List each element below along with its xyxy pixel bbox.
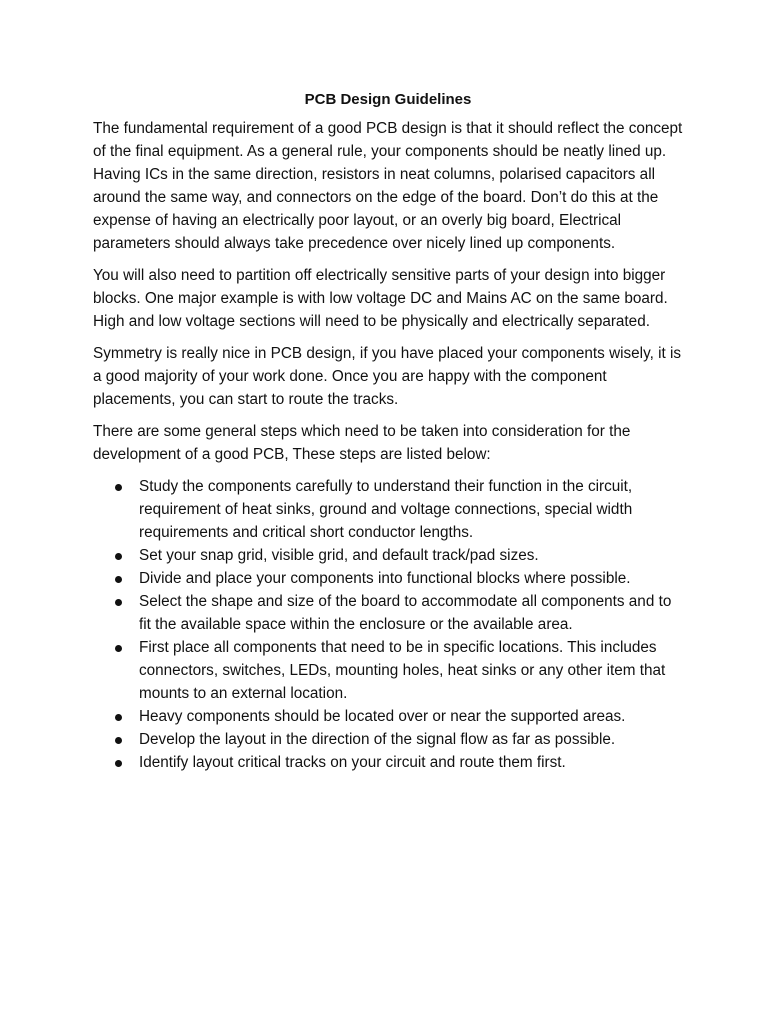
paragraph-symmetry: Symmetry is really nice in PCB design, if you have placed your components wisely, it is a good majority of your work done. Once you are happy with the component placements, you can start to route the tracks. <box>93 345 682 408</box>
list-item <box>93 751 683 774</box>
bullet-icon <box>115 714 122 721</box>
list-item-text: Study the components carefully to understand their function in the circuit, requirement of heat sinks, ground and voltage connections, special width requirements and critical short conductor lengths. <box>139 478 633 541</box>
bullet-icon <box>115 645 122 652</box>
steps-list <box>93 475 683 774</box>
bullet-icon <box>115 760 122 767</box>
list-item-text: Set your snap grid, visible grid, and default track/pad sizes. <box>139 547 539 564</box>
list-item <box>93 728 683 751</box>
paragraph-steps-intro: There are some general steps which need to be taken into consideration for the development of a good PCB, These steps are listed below: <box>93 423 631 463</box>
bullet-icon <box>115 737 122 744</box>
list-item <box>93 567 683 590</box>
list-item-text: Divide and place your components into functional blocks where possible. <box>139 570 631 587</box>
list-item <box>93 475 683 544</box>
bullet-icon <box>115 576 122 583</box>
list-item <box>93 590 683 636</box>
paragraph-partition: You will also need to partition off electrically sensitive parts of your design into bigger blocks. One major example is with low voltage DC and Mains AC on the same board. High and low voltage sections will need to be physically and electrically separated. <box>93 267 668 330</box>
list-item-text: Develop the layout in the direction of the signal flow as far as possible. <box>139 731 616 748</box>
list-item-text: Select the shape and size of the board to accommodate all components and to fit the available space within the enclosure or the available area. <box>139 593 672 633</box>
list-item <box>93 544 683 567</box>
document-page <box>93 88 683 774</box>
bullet-icon <box>115 599 122 606</box>
list-item <box>93 705 683 728</box>
bullet-icon <box>115 484 122 491</box>
list-item <box>93 636 683 705</box>
document-title: PCB Design Guidelines <box>304 91 472 108</box>
list-item-text: First place all components that need to be in specific locations. This includes connectors, switches, LEDs, mounting holes, heat sinks or any other item that mounts to an external location. <box>139 639 666 702</box>
list-item-text: Identify layout critical tracks on your circuit and route them first. <box>139 754 566 771</box>
bullet-icon <box>115 553 122 560</box>
list-item-text: Heavy components should be located over or near the supported areas. <box>139 708 626 725</box>
paragraph-intro: The fundamental requirement of a good PCB design is that it should reflect the concept of the final equipment. As a general rule, your components should be neatly lined up. Having ICs in the same direction, resistors in neat columns, polarised capacitors all around the same way, and connectors on the edge of the board. Don’t do this at the expense of having an electrically poor layout, or an overly big board, Electrical parameters should always take precedence over nicely lined up components. <box>93 120 683 252</box>
